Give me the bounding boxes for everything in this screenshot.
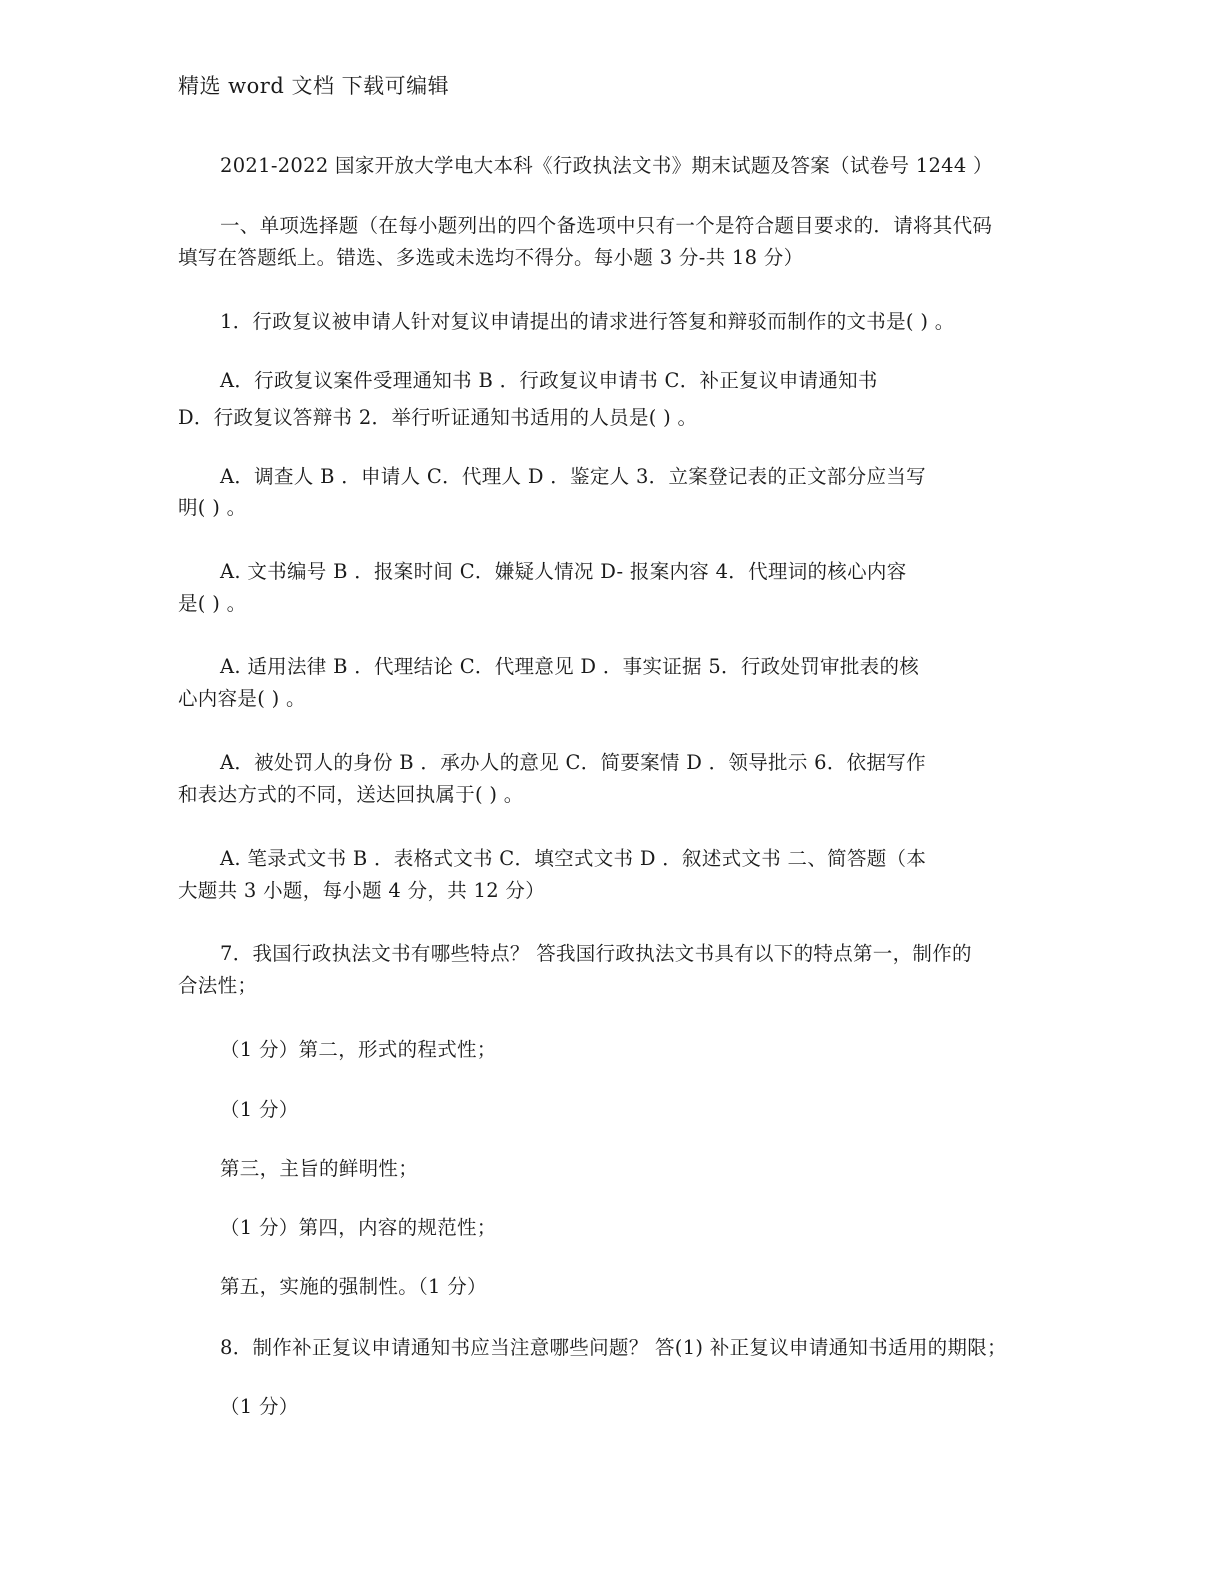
question-2-options: A．调查人 B ．申请人 C．代理人 D ．鉴定人 3．立案登记表的正文部分应当写 <box>220 465 926 488</box>
question-1-options: A．行政复议案件受理通知书 B ．行政复议申请书 C．补正复议申请通知书 <box>220 369 878 392</box>
question-7-stem-cont: 合法性； <box>178 974 258 997</box>
question-7-answer-1: （1 分）第二，形式的程式性； <box>220 1038 497 1061</box>
section1-intro-line2: 填写在答题纸上。错选、多选或未选均不得分。每小题 3 分-共 18 分） <box>178 246 804 269</box>
question-5-stem: 心内容是( ) 。 <box>178 687 306 710</box>
question-7-answer-3: 第三，主旨的鲜明性； <box>220 1157 419 1180</box>
question-4-options: A. 适用法律 B ．代理结论 C．代理意见 D ．事实证据 5．行政处罚审批表的核 <box>220 655 920 678</box>
question-4-stem: 是( ) 。 <box>178 592 247 615</box>
question-3-options: A. 文书编号 B ．报案时间 C．嫌疑人情况 D- 报案内容 4．代理词的核心内容 <box>220 560 907 583</box>
question-3-stem: 明( ) 。 <box>178 496 247 519</box>
question-7-answer-4: （1 分）第四，内容的规范性； <box>220 1216 497 1239</box>
question-7-answer-2: （1 分） <box>220 1098 299 1121</box>
question-7-answer-5: 第五，实施的强制性。（1 分） <box>220 1275 487 1298</box>
question-7-stem: 7．我国行政执法文书有哪些特点？ 答我国行政执法文书具有以下的特点第一，制作的 <box>220 942 972 965</box>
section2-heading: 大题共 3 小题，每小题 4 分，共 12 分） <box>178 879 546 902</box>
question-1-stem: 1．行政复议被申请人针对复议申请提出的请求进行答复和辩驳而制作的文书是( ) 。 <box>220 310 955 333</box>
question-6-stem: 和表达方式的不同，送达回执属于( ) 。 <box>178 783 524 806</box>
question-8-answer-1: （1 分） <box>220 1395 299 1418</box>
section1-intro-line1: 一、单项选择题（在每小题列出的四个备选项中只有一个是符合题目要求的．请将其代码 <box>220 214 993 237</box>
question-5-options: A．被处罚人的身份 B ．承办人的意见 C．简要案情 D ．领导批示 6．依据写作 <box>220 751 926 774</box>
question-2-stem: D．行政复议答辩书 2．举行听证通知书适用的人员是( ) 。 <box>178 406 698 429</box>
question-8-stem: 8．制作补正复议申请通知书应当注意哪些问题？ 答(1) 补正复议申请通知书适用的期限； <box>220 1336 1007 1359</box>
question-6-options: A. 笔录式文书 B ．表格式文书 C．填空式文书 D ．叙述式文书 二、简答题（本 <box>220 847 927 870</box>
exam-title: 2021-2022 国家开放大学电大本科《行政执法文书》期末试题及答案（试卷号 1244 ） <box>220 154 993 177</box>
page-header: 精选 word 文档 下载可编辑 <box>178 74 450 98</box>
